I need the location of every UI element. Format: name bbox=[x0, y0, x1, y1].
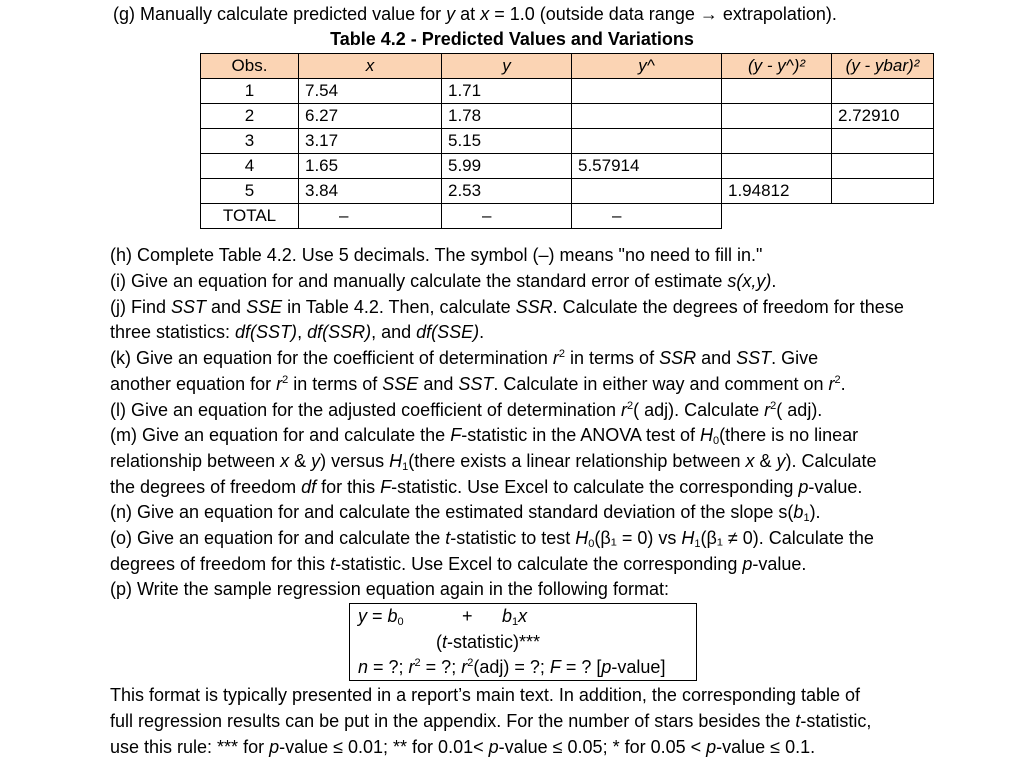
text: , and bbox=[371, 322, 417, 342]
question-n bbox=[110, 501, 821, 523]
text: the degrees of freedom bbox=[110, 477, 302, 497]
text: -statistic in the ANOVA test of bbox=[461, 425, 700, 445]
text: SST bbox=[736, 348, 772, 368]
text: df(SSR) bbox=[307, 322, 372, 342]
text: 2 bbox=[414, 657, 421, 669]
text: x bbox=[365, 56, 375, 75]
text: y bbox=[776, 451, 786, 471]
cell-residual-sq bbox=[722, 154, 832, 179]
cell-obs: 4 bbox=[201, 154, 299, 179]
text: r bbox=[828, 374, 835, 394]
text: y^ bbox=[638, 56, 655, 75]
cell-y: 2.53 bbox=[442, 179, 572, 204]
text: 1 bbox=[694, 538, 701, 550]
text: 1 bbox=[803, 512, 810, 524]
text: (n) Give an equation for and calculate the estimated standard deviation of the slope s( bbox=[110, 502, 794, 522]
text: full regression results can be put in the appendix. For the number of stars besides the bbox=[110, 711, 796, 731]
text: 1 bbox=[512, 616, 519, 628]
text: 2 bbox=[770, 400, 777, 412]
header-yhat bbox=[572, 54, 722, 79]
text: (β₁ = 0) vs bbox=[594, 528, 682, 548]
text: t bbox=[442, 632, 448, 652]
text: y bbox=[358, 606, 367, 626]
cell-dash: – bbox=[442, 204, 572, 229]
text: x bbox=[480, 4, 490, 24]
cell-total-label: TOTAL bbox=[201, 204, 299, 229]
cell-yhat bbox=[572, 179, 722, 204]
text: -statistic to test bbox=[450, 528, 576, 548]
question-h: (h) Complete Table 4.2. Use 5 decimals. The symbol (–) means "no need to fill in." bbox=[110, 245, 763, 265]
text: -statistic)*** bbox=[447, 632, 541, 652]
text: -statistic. Use Excel to calculate the corresponding bbox=[391, 477, 799, 497]
text: three statistics: bbox=[110, 322, 236, 342]
cell-x: 6.27 bbox=[299, 104, 442, 129]
text: -value. bbox=[752, 554, 807, 574]
header-residual-sq bbox=[722, 54, 832, 79]
text: ( adj). Calculate bbox=[633, 400, 765, 420]
cell-dash: – bbox=[299, 204, 442, 229]
text: & bbox=[754, 451, 777, 471]
text: r bbox=[276, 374, 283, 394]
text: -statistic, bbox=[800, 711, 872, 731]
text: (o) Give an equation for and calculate the bbox=[110, 528, 446, 548]
text: F bbox=[549, 657, 561, 677]
text: = ?; bbox=[368, 657, 409, 677]
question-g bbox=[113, 3, 837, 25]
text: 2 bbox=[558, 348, 566, 360]
cell-obs: 1 bbox=[201, 79, 299, 104]
equation-slope-term bbox=[502, 605, 527, 627]
cell-y: 5.15 bbox=[442, 129, 572, 154]
cell-residual-sq: 1.94812 bbox=[722, 179, 832, 204]
text: F bbox=[450, 425, 462, 445]
question-j-line1 bbox=[110, 296, 904, 318]
text: r bbox=[461, 657, 468, 677]
question-m-line1 bbox=[110, 424, 858, 446]
text: = bbox=[367, 606, 388, 626]
cell-residual-sq bbox=[722, 104, 832, 129]
text: -value ≤ 0.1. bbox=[716, 737, 816, 757]
text: df bbox=[301, 477, 317, 497]
text: x bbox=[518, 606, 528, 626]
cell-x: 1.65 bbox=[299, 154, 442, 179]
text: H bbox=[681, 528, 695, 548]
text: (y - y^)² bbox=[747, 56, 806, 75]
text: and bbox=[696, 348, 737, 368]
text: ( bbox=[436, 632, 442, 652]
text: another equation for bbox=[110, 374, 277, 394]
text: 1 bbox=[402, 461, 409, 473]
regression-equation-box bbox=[349, 603, 697, 681]
text: ) versus bbox=[320, 451, 390, 471]
text: b bbox=[502, 606, 513, 626]
cell-yhat bbox=[572, 104, 722, 129]
text: df(SST) bbox=[235, 322, 298, 342]
text: df(SSE) bbox=[416, 322, 480, 342]
text: -value ≤ 0.05; * for 0.05 < bbox=[498, 737, 707, 757]
cell-yhat bbox=[572, 79, 722, 104]
text: 2 bbox=[282, 374, 289, 386]
text: SSR bbox=[515, 297, 553, 317]
text: -value] bbox=[611, 657, 666, 677]
text: . Give bbox=[771, 348, 819, 368]
text: (l) Give an equation for the adjusted coefficient of determination bbox=[110, 400, 621, 420]
text: t bbox=[330, 554, 336, 574]
text: -statistic. Use Excel to calculate the corresponding bbox=[335, 554, 743, 574]
question-k-line1 bbox=[110, 347, 818, 369]
text: SST bbox=[171, 297, 207, 317]
text: p bbox=[269, 737, 280, 757]
text: = ?; bbox=[420, 657, 462, 677]
text: p bbox=[706, 737, 717, 757]
text: (β₁ ≠ 0). Calculate the bbox=[700, 528, 874, 548]
cell-deviation-sq bbox=[832, 79, 934, 104]
text: . bbox=[771, 271, 777, 291]
text: 0 bbox=[712, 435, 720, 447]
equation-t-statistic bbox=[436, 631, 540, 653]
text: in Table 4.2. Then, calculate bbox=[282, 297, 516, 317]
text: for this bbox=[316, 477, 381, 497]
question-l bbox=[110, 399, 822, 421]
text: -value. bbox=[808, 477, 863, 497]
table-row bbox=[201, 129, 934, 154]
cell-yhat: 5.57914 bbox=[572, 154, 722, 179]
text: -value ≤ 0.01; ** for 0.01< bbox=[279, 737, 489, 757]
question-m-line2 bbox=[110, 450, 877, 472]
text: and bbox=[418, 374, 459, 394]
text: 2 bbox=[626, 400, 634, 412]
cell-deviation-sq: 2.72910 bbox=[832, 104, 934, 129]
header-y bbox=[442, 54, 572, 79]
table-row bbox=[201, 154, 934, 179]
table-caption: Table 4.2 - Predicted Values and Variations bbox=[330, 29, 694, 49]
text: degrees of freedom for this bbox=[110, 554, 331, 574]
question-p: (p) Write the sample regression equation again in the following format: bbox=[110, 579, 669, 599]
table-header-row bbox=[201, 54, 934, 79]
text: 0 bbox=[397, 616, 404, 628]
text: use this rule: *** for bbox=[110, 737, 270, 757]
text: . Calculate in either way and comment on bbox=[493, 374, 829, 394]
question-o-line1 bbox=[110, 527, 874, 549]
text: , bbox=[297, 322, 308, 342]
text: 2 bbox=[467, 657, 474, 669]
table-row bbox=[201, 79, 934, 104]
table-row bbox=[201, 104, 934, 129]
text: (j) Find bbox=[110, 297, 172, 317]
header-x bbox=[299, 54, 442, 79]
text: ). bbox=[809, 502, 821, 522]
text: t bbox=[795, 711, 801, 731]
text: n bbox=[358, 657, 369, 677]
equation-stats-line bbox=[358, 656, 665, 678]
text: x bbox=[745, 451, 755, 471]
text: . bbox=[840, 374, 846, 394]
text: p bbox=[488, 737, 499, 757]
text: b bbox=[387, 606, 398, 626]
question-i bbox=[110, 270, 776, 292]
cell-x: 3.84 bbox=[299, 179, 442, 204]
table-total-row bbox=[201, 204, 934, 229]
text: H bbox=[699, 425, 713, 445]
text: H bbox=[389, 451, 403, 471]
footer-line3 bbox=[110, 736, 815, 758]
cell-obs: 2 bbox=[201, 104, 299, 129]
cell-y: 1.78 bbox=[442, 104, 572, 129]
text: = ? [ bbox=[560, 657, 602, 677]
question-m-line3 bbox=[110, 476, 862, 498]
text: (i) Give an equation for and manually calculate the standard error of estimate bbox=[110, 271, 728, 291]
text: y bbox=[311, 451, 321, 471]
footer-line2 bbox=[110, 710, 871, 732]
text: (m) Give an equation for and calculate the bbox=[110, 425, 451, 445]
text: (y - ybar)² bbox=[845, 56, 920, 75]
text: (adj) = ?; bbox=[473, 657, 550, 677]
table-row bbox=[201, 179, 934, 204]
text: F bbox=[380, 477, 392, 497]
text: r bbox=[552, 348, 559, 368]
text: . bbox=[479, 322, 485, 342]
text: r bbox=[408, 657, 415, 677]
cell-obs: 3 bbox=[201, 129, 299, 154]
text: SST bbox=[458, 374, 494, 394]
text: b bbox=[793, 502, 804, 522]
text: H bbox=[575, 528, 589, 548]
text: ( adj). bbox=[776, 400, 823, 420]
cell-y: 1.71 bbox=[442, 79, 572, 104]
header-obs: Obs. bbox=[201, 54, 299, 79]
text: in terms of bbox=[288, 374, 383, 394]
cell-x: 3.17 bbox=[299, 129, 442, 154]
cell-dash: – bbox=[572, 204, 722, 229]
equation-line-main bbox=[358, 605, 404, 627]
question-k-line2 bbox=[110, 373, 846, 395]
text: in terms of bbox=[565, 348, 660, 368]
text: (there exists a linear relationship between bbox=[408, 451, 746, 471]
text: SSE bbox=[382, 374, 419, 394]
text: at bbox=[455, 4, 481, 24]
text: (k) Give an equation for the coefficient of determination bbox=[110, 348, 553, 368]
text: p bbox=[742, 554, 753, 574]
cell-residual-sq bbox=[722, 129, 832, 154]
cell-x: 7.54 bbox=[299, 79, 442, 104]
cell-y: 5.99 bbox=[442, 154, 572, 179]
text: r bbox=[764, 400, 771, 420]
cell-deviation-sq bbox=[832, 154, 934, 179]
text: p bbox=[798, 477, 809, 497]
text: & bbox=[289, 451, 312, 471]
cell-yhat bbox=[572, 129, 722, 154]
equation-plus: + bbox=[462, 606, 473, 626]
text: and bbox=[206, 297, 247, 317]
text: (g) Manually calculate predicted value for bbox=[113, 4, 447, 24]
text: t bbox=[445, 528, 451, 548]
text: SSE bbox=[246, 297, 283, 317]
text: y bbox=[502, 56, 511, 75]
header-deviation-sq bbox=[832, 54, 934, 79]
text: SSR bbox=[659, 348, 697, 368]
text: 0 bbox=[588, 538, 595, 550]
text: r bbox=[620, 400, 627, 420]
footer-line1: This format is typically presented in a report’s main text. In addition, the corresponding table of bbox=[110, 685, 861, 705]
text: s(x,y) bbox=[727, 271, 772, 291]
text: ). Calculate bbox=[785, 451, 877, 471]
text: relationship between bbox=[110, 451, 281, 471]
text: . Calculate the degrees of freedom for these bbox=[552, 297, 904, 317]
text: y bbox=[446, 4, 456, 24]
predicted-values-table bbox=[200, 53, 934, 229]
question-j-line2 bbox=[110, 321, 484, 343]
question-o-line2 bbox=[110, 553, 806, 575]
text: p bbox=[601, 657, 612, 677]
text: (there is no linear bbox=[719, 425, 859, 445]
text: = 1.0 (outside data range → extrapolation). bbox=[489, 4, 837, 24]
cell-deviation-sq bbox=[832, 179, 934, 204]
cell-deviation-sq bbox=[832, 129, 934, 154]
text: 2 bbox=[834, 374, 841, 386]
cell-residual-sq bbox=[722, 79, 832, 104]
text: x bbox=[280, 451, 290, 471]
cell-obs: 5 bbox=[201, 179, 299, 204]
